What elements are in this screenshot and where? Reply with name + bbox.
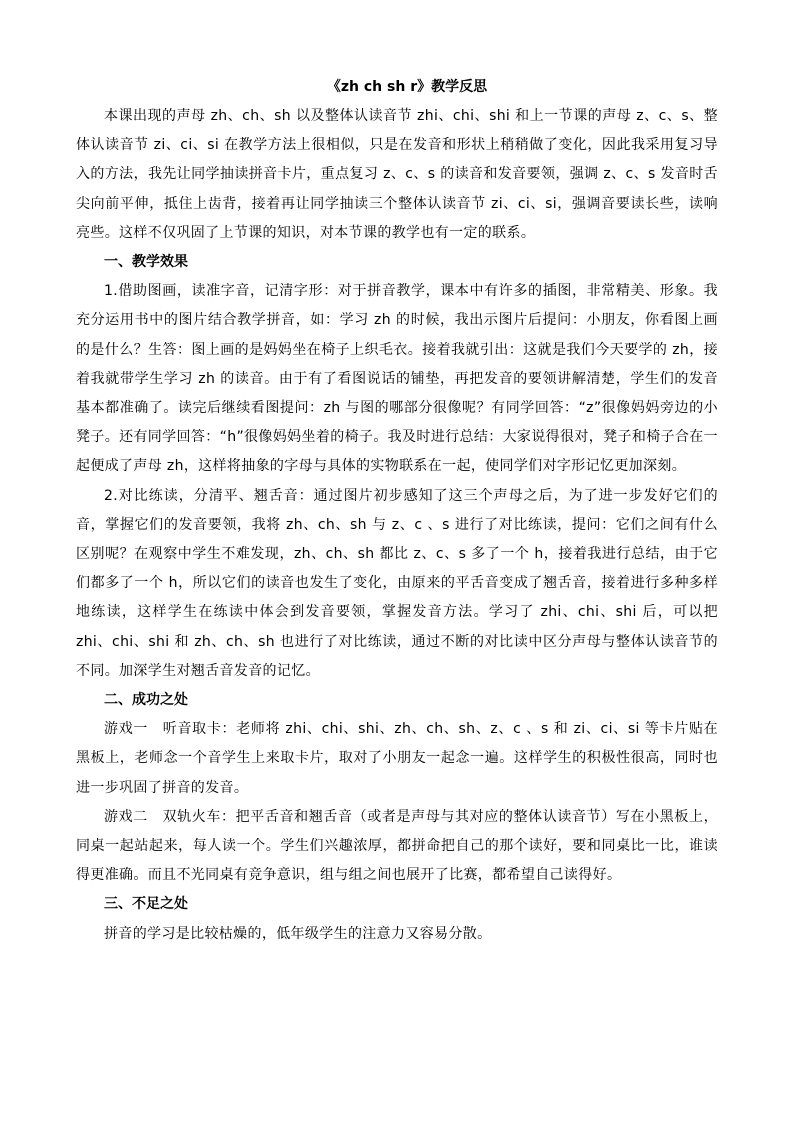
intro-paragraph: 本课出现的声母 zh、ch、sh 以及整体认读音节 zhi、chi、shi 和上一节课的声母 z、c、s、整体认读音节 zi、ci、si 在教学方法上很相似，只是在发音和形状上稍稍做了变化，因此我采用复习导入的方法，我先让同学抽读拼音卡片，重点复习 z、c、s 的读音和发音要领，强调 z、c、s 发音时舌尖向前平伸，抵住上齿背，接着再让同学抽读三个整体认读音节 zi、ci、si，强调音要读长些，读响亮些。这样不仅巩固了上节课的知识，对本节课的教学也有一定的联系。	[76, 108, 718, 241]
document-page	[76, 76, 718, 949]
paragraph-game-two: 游戏二 双轨火车：把平舌音和翘舌音（或者是声母与其对应的整体认读音节）写在小黑板上，同桌一起站起来，每人读一个。学生们兴趣浓厚，都拼命把自己的那个读好，要和同桌比一比，谁读得更准确。而且不光同桌有竞争意识，组与组之间也展开了比赛，都希望自己读得好。	[76, 808, 718, 884]
paragraph-contrast-reading: 2.对比练读，分清平、翘舌音：通过图片初步感知了这三个声母之后，为了进一步发好它们的音，掌握它们的发音要领，我将 zh、ch、sh 与 z、c 、s 进行了对比练读，提问：它们之间有什么区别呢？在观察中学生不难发现，zh、ch、sh 都比 z、c、s 多了一个 h，接着我进行总结，由于它们都多了一个 h，所以它们的读音也发生了变化，由原来的平舌音变成了翘舌音，接着进行多种多样地练读，这样学生在练读中体会到发音要领，掌握发音方法。学习了 zhi、chi、shi 后，可以把 zhi、chi、shi 和 zh、ch、sh 也进行了对比练读，通过不断的对比读中区分声母与整体认读音节的不同。加深学生对翘舌音发音的记忆。	[76, 487, 718, 679]
paragraph-game-one: 游戏一 听音取卡：老师将 zhi、chi、shi、zh、ch、sh、z、c 、s 和 zi、ci、si 等卡片贴在黑板上，老师念一个音学生上来取卡片，取对了小朋友一起念一遍。这样学生的积极性很高，同时也进一步巩固了拼音的发音。	[76, 721, 718, 796]
section-heading-successes: 二、成功之处	[104, 692, 188, 709]
document-title: 《zh ch sh r》教学反思	[326, 79, 488, 95]
section-heading-shortcomings: 三、不足之处	[104, 896, 188, 913]
section-heading-teaching-effect: 一、教学效果	[104, 254, 188, 271]
paragraph-shortcomings: 拼音的学习是比较枯燥的，低年级学生的注意力又容易分散。	[104, 925, 492, 942]
paragraph-picture-method: 1.借助图画，读准字音，记清字形：对于拼音教学，课本中有许多的插图，非常精美、形象。我充分运用书中的图片结合教学拼音，如：学习 zh 的时候，我出示图片后提问：小朋友，你看图上画的是什么？生答：图上画的是妈妈坐在椅子上织毛衣。接着我就引出：这就是我们今天要学的 zh，接着我就带学生学习 zh 的读音。由于有了看图说话的铺垫，再把发音的要领讲解清楚，学生们的发音基本都准确了。读完后继续看图提问：zh 与图的哪部分很像呢？有同学回答：“z”很像妈妈旁边的小凳子。还有同学回答：“h”很像妈妈坐着的椅子。我及时进行总结：大家说得很对，凳子和椅子合在一起便成了声母 zh，这样将抽象的字母与具体的实物联系在一起，使同学们对字形记忆更加深刻。	[76, 283, 718, 475]
